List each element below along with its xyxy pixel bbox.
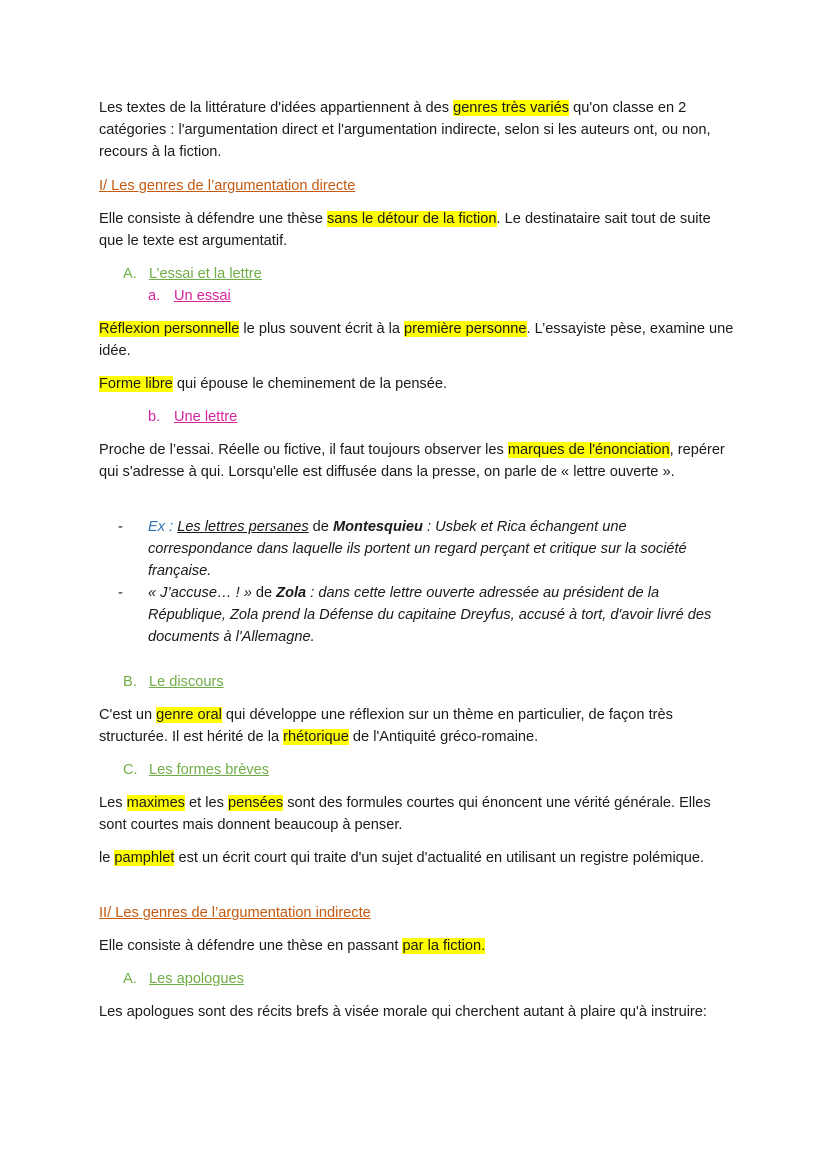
breves-paragraph-1: Les maximes et les pensées sont des formules courtes qui énoncent une vérité générale. Elles sont courtes mais donnent beaucoup à penser. — [99, 795, 711, 833]
work-title: Les lettres persanes — [177, 519, 309, 535]
highlight-premiere-personne: première personne — [404, 321, 527, 337]
essai-paragraph-1: Réflexion personnelle le plus souvent écrit à la première personne. L’essayiste pèse, examine une idée. — [99, 321, 734, 359]
author-name: Montesquieu — [332, 519, 423, 535]
work-title: « J’accuse… ! » — [148, 585, 252, 601]
subheading-A-apologues: A. Les apologues — [123, 971, 244, 987]
highlight-par-la-fiction: par la fiction. — [402, 938, 486, 954]
section-1-paragraph: Elle consiste à défendre une thèse sans le détour de la fiction. Le destinataire sait tout de suite que le texte est argumentatif. — [99, 211, 711, 249]
essai-paragraph-2: Forme libre qui épouse le cheminement de la pensée. — [99, 376, 448, 392]
highlight-pensees: pensées — [227, 795, 284, 811]
highlight-marques-enonciation: marques de l'énonciation — [507, 442, 670, 458]
subheading-b-lettre: b. Une lettre — [148, 409, 238, 425]
highlight-reflexion: Réflexion personnelle — [99, 321, 240, 337]
highlight-maximes: maximes — [126, 795, 185, 811]
author-name: Zola — [276, 585, 307, 601]
subheading-A-essai-lettre: A. L’essai et la lettre — [123, 266, 262, 282]
subheading-a-essai: a. Un essai — [148, 288, 231, 304]
list-item-jaccuse: - « J’accuse… ! » de Zola : dans cette lettre ouverte adressée au président de la République, Zola prend la Défense du capitaine Dreyfus, accusé à tort, d'avoir livré des documents à l'Allemagne. — [118, 585, 712, 645]
apologues-paragraph: Les apologues sont des récits brefs à visée morale qui cherchent autant à plaire qu'à instruire: — [99, 1004, 707, 1020]
section-2-paragraph: Elle consiste à défendre une thèse en passant par la fiction. — [99, 938, 486, 954]
highlight-pamphlet: pamphlet — [114, 850, 175, 866]
subheading-B-discours: B. Le discours — [123, 674, 224, 690]
list-item-lettres-persanes: - Ex : Les lettres persanes de Montesquieu : Usbek et Rica échangent une correspondance dans laquelle ils portent un regard perçant et critique sur la société française. — [118, 519, 687, 579]
highlight-rhetorique: rhétorique — [283, 729, 349, 745]
section-1-heading: I/ Les genres de l’argumentation directe — [99, 178, 356, 194]
highlight-genre-oral: genre oral — [156, 707, 222, 723]
lettre-paragraph: Proche de l’essai. Réelle ou fictive, il faut toujours observer les marques de l'énonciation, repérer qui s'adresse à qui. Lorsqu'elle est diffusée dans la presse, on parle de « lettre ouverte ». — [99, 442, 725, 480]
breves-paragraph-2: le pamphlet est un écrit court qui traite d'un sujet d'actualité en utilisant un registre polémique. — [99, 850, 705, 866]
highlight-sans-detour: sans le détour de la fiction — [326, 211, 497, 227]
subheading-C-formes-breves: C. Les formes brèves — [123, 762, 270, 778]
highlight-genres-varies: genres très variés — [453, 100, 570, 116]
example-label: Ex : — [148, 519, 178, 535]
discours-paragraph: C'est un genre oral qui développe une réflexion sur un thème en particulier, de façon très structurée. Il est hérité de la rhétorique de l'Antiquité gréco-romaine. — [99, 707, 673, 745]
intro-paragraph: Les textes de la littérature d'idées appartiennent à des genres très variés qu'on classe en 2 catégories : l'argumentation direct et l'argumentation indirecte, selon si les auteurs ont, ou non, recours à la fiction. — [99, 100, 711, 160]
highlight-forme-libre: Forme libre — [99, 376, 173, 392]
section-2-heading: II/ Les genres de l’argumentation indirecte — [99, 905, 371, 921]
